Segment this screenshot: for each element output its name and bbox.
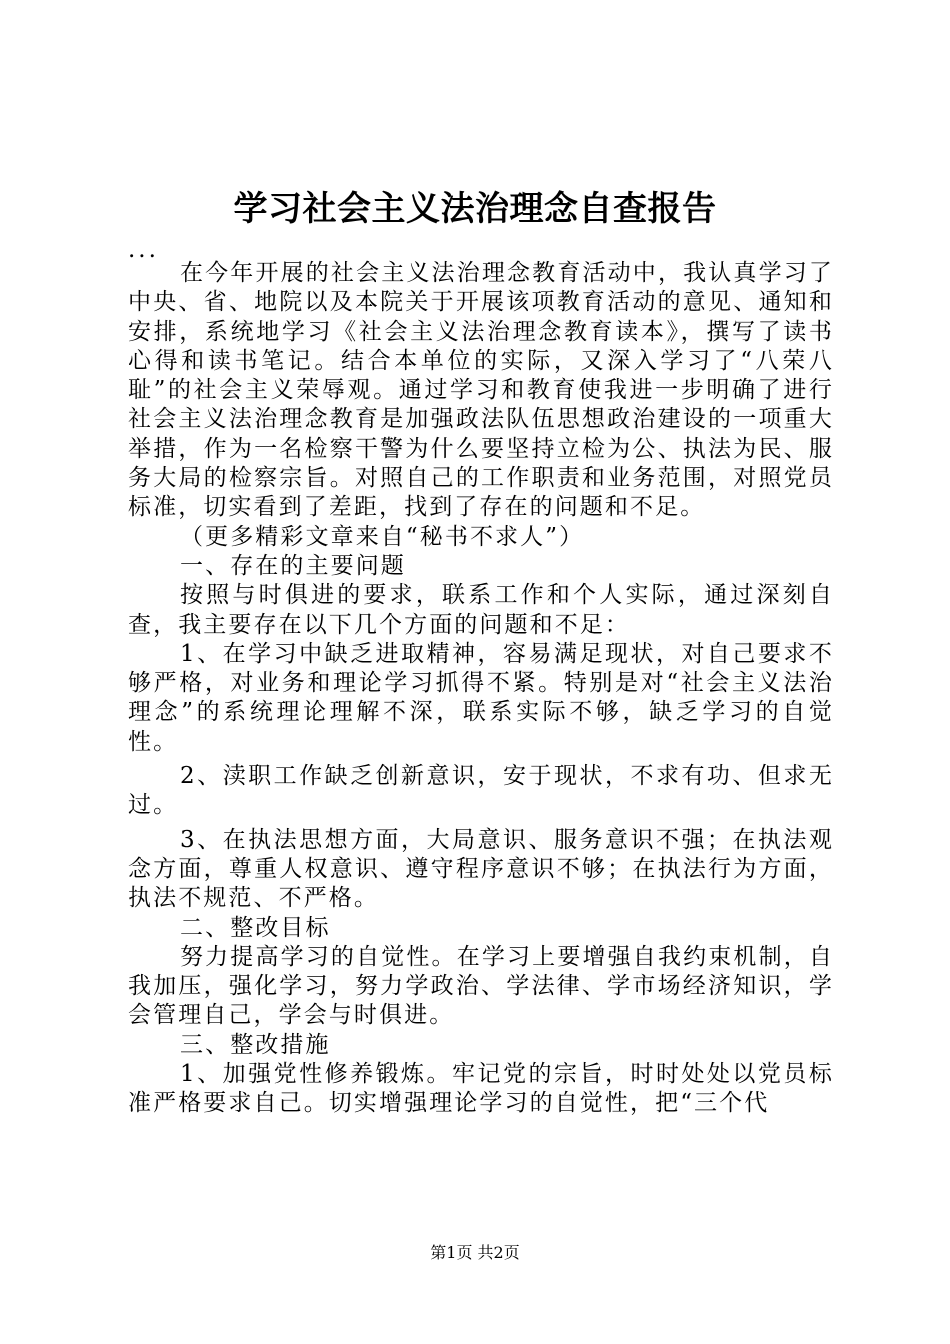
document-title: 学习社会主义法治理念自查报告 [233,189,717,229]
section-heading-measures: 三、整改措施 [180,1031,331,1058]
problem-item-1: 1、在学习中缺乏进取精神，容易满足现状，对自己要求不够严格，对业务和理论学习抓得不紧。特别是对“社会主义法治理念”的系统理论理解不深，联系实际不够，缺乏学习的自觉性。 [128,640,834,755]
page-footer: 第1页 共2页 [430,1243,520,1262]
problem-item-2: 2、渎职工作缺乏创新意识，安于现状，不求有功、但求无过。 [128,763,834,819]
measure-item-1: 1、加强党性修养锻炼。牢记党的宗旨，时时处处以党员标准严格要求自己。切实增强理论学习的自觉性，把“三个代 [128,1061,834,1117]
source-note: （更多精彩文章来自“秘书不求人”） [180,523,585,550]
section-heading-problems: 一、存在的主要问题 [180,552,406,579]
problems-intro-paragraph: 按照与时俱进的要求，联系工作和个人实际，通过深刻自查，我主要存在以下几个方面的问题和不足： [128,582,834,638]
goals-paragraph: 努力提高学习的自觉性。在学习上要增强自我约束机制，自我加压，强化学习，努力学政治、学法律、学市场经济知识，学会管理自己，学会与时俱进。 [128,943,834,1029]
problem-item-3: 3、在执法思想方面，大局意识、服务意识不强；在执法观念方面，尊重人权意识、遵守程序意识不够；在执法行为方面，执法不规范、不严格。 [128,826,834,912]
intro-paragraph: 在今年开展的社会主义法治理念教育活动中，我认真学习了中央、省、地院以及本院关于开展该项教育活动的意见、通知和安排，系统地学习《社会主义法治理念教育读本》，撰写了读书心得和读书笔记。结合本单位的实际，又深入学习了“八荣八耻”的社会主义荣辱观。通过学习和教育使我进一步明确了进行社会主义法治理念教育是加强政法队伍思想政治建设的一项重大举措，作为一名检察干警为什么要坚持立检为公、执法为民、服务大局的检察宗旨。对照自己的工作职责和业务范围，对照党员标准，切实看到了差距，找到了存在的问题和不足。 [128,260,834,521]
ellipsis-marker: ... [128,237,159,263]
section-heading-goals: 二、整改目标 [180,914,331,941]
document-body [128,237,834,1119]
